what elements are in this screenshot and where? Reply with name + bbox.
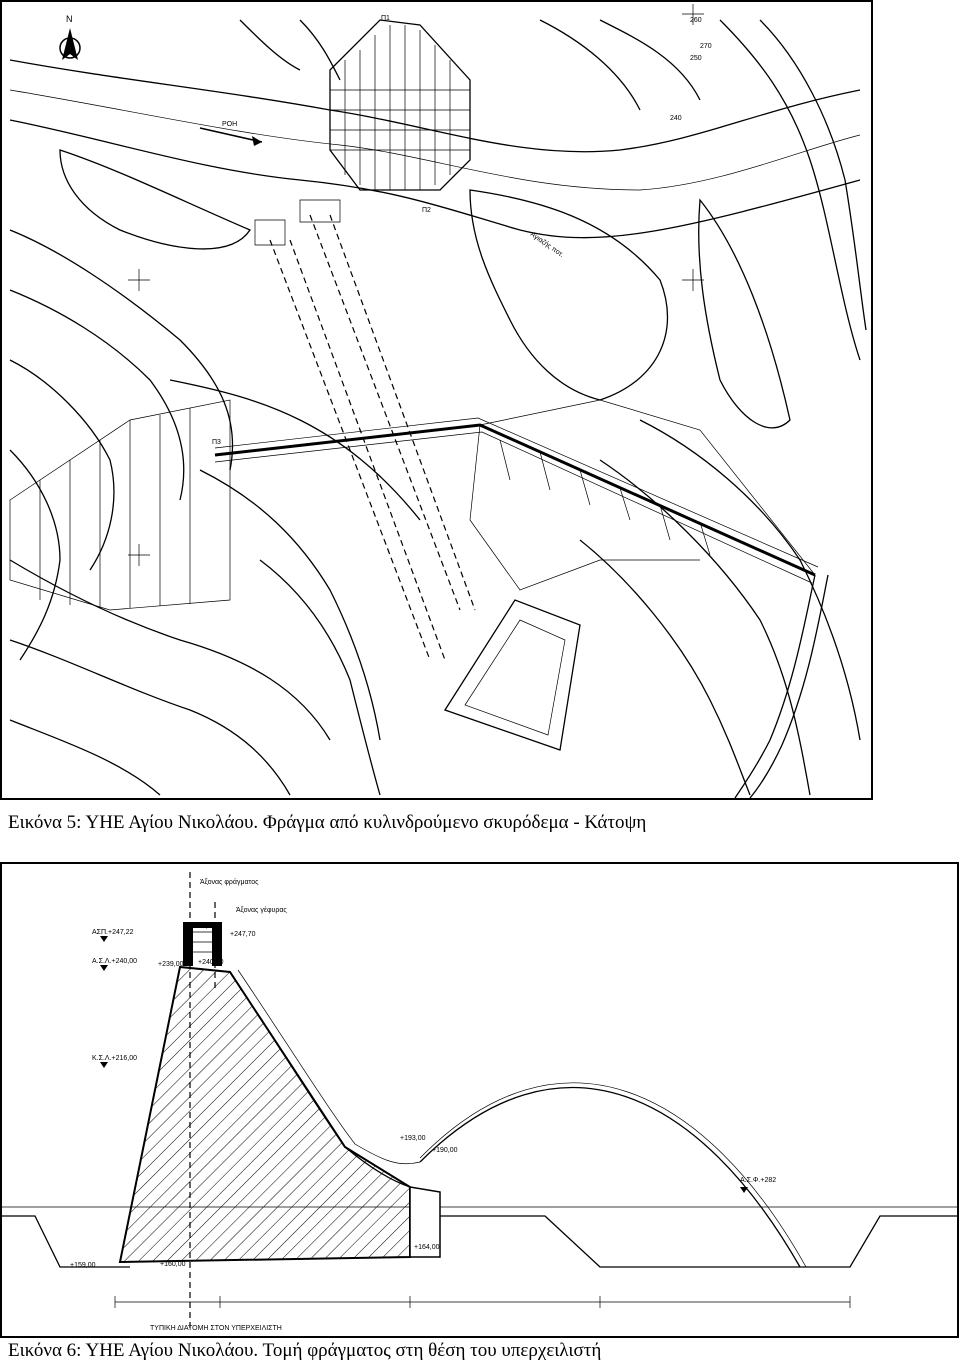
p3-label: Π3 — [212, 439, 221, 446]
e247-label: +247,70 — [230, 931, 256, 938]
dam-section-drawing — [0, 862, 960, 1339]
asl-label: Α.Σ.Λ.+240,00 — [92, 958, 138, 965]
flow-label: ΡΟΗ — [222, 121, 238, 128]
elev-240-label: 240 — [670, 115, 682, 122]
figure-6-caption: Εικόνα 6: ΥΗΕ Αγίου Νικολάου. Τομή φράγματος στη θέση του υπερχειλιστή — [8, 1340, 602, 1361]
figure-5-caption: Εικόνα 5: ΥΗΕ Αγίου Νικολάου. Φράγμα από κυλινδρούμενο σκυρόδεμα - Κάτοψη — [8, 812, 647, 833]
section-title: ΤΥΠΙΚΗ ΔΙΑΤΟΜΗ ΣΤΟΝ ΥΠΕΡΧΕΙΛΙΣΤΗ — [150, 1325, 282, 1332]
elev-260-label: 260 — [690, 17, 702, 24]
stream-label: Αγιαζής ποτ. — [528, 230, 565, 260]
bridge-axis-label: Άξονας γέφυρας — [236, 907, 287, 914]
section-frame — [1, 863, 958, 1337]
north-label: N — [66, 14, 73, 24]
p1-label: Π1 — [381, 15, 390, 22]
ksl-label: Κ.Σ.Λ.+216,00 — [92, 1055, 138, 1062]
crest-label: +250,00 — [190, 923, 216, 930]
e240-label: +240,00 — [198, 959, 224, 966]
e239-label: +239,00 — [158, 961, 184, 968]
asp-label: ΑΣΠ.+247,22 — [92, 929, 134, 936]
e160-label: +160,00 — [160, 1261, 186, 1268]
elev-270-label: 270 — [700, 43, 712, 50]
e193-label: +193,00 — [400, 1135, 426, 1142]
e190-label: +190,00 — [432, 1147, 458, 1154]
dam-axis-label: Άξονας φράγματος — [200, 879, 259, 886]
elev-250-label: 250 — [690, 55, 702, 62]
e164-label: +164,00 — [414, 1244, 440, 1251]
p2-label: Π2 — [422, 207, 431, 214]
e159-label: +159,00 — [70, 1262, 96, 1269]
asf-label: Α.Σ.Φ.+282 — [740, 1177, 777, 1184]
